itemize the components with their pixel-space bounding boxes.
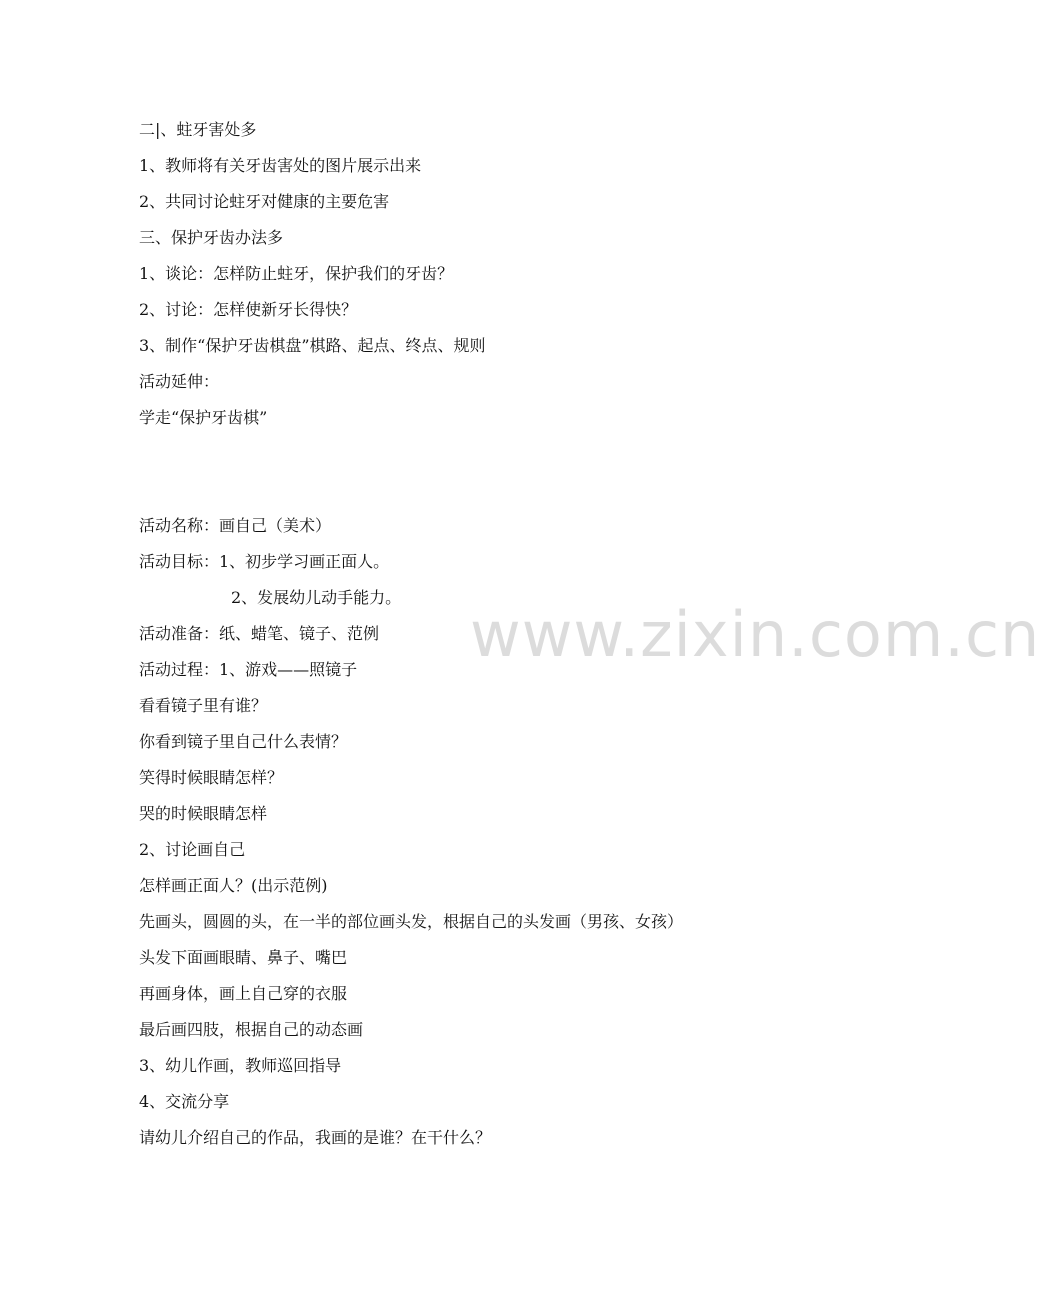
list-item: 先画头，圆圆的头，在一半的部位画头发，根据自己的头发画（男孩、女孩） — [139, 912, 684, 931]
list-item: 怎样画正面人？(出示范例) — [139, 876, 328, 895]
heading-caries-harm: 二|、蛀牙害处多 — [139, 120, 257, 139]
list-item: 请幼儿介绍自己的作品，我画的是谁？在干什么？ — [139, 1128, 492, 1147]
activity-process: 活动过程：1、游戏——照镜子 — [139, 660, 358, 679]
list-item: 1、谈论：怎样防止蛀牙，保护我们的牙齿？ — [139, 264, 454, 283]
list-item: 你看到镜子里自己什么表情？ — [139, 732, 348, 751]
activity-goal-2: 2、发展幼儿动手能力。 — [231, 588, 402, 607]
list-item: 2、讨论画自己 — [139, 840, 246, 859]
list-item: 最后画四肢，根据自己的动态画 — [139, 1020, 364, 1039]
list-item: 看看镜子里有谁？ — [139, 696, 268, 715]
activity-extension-label: 活动延伸： — [139, 372, 220, 391]
list-item: 4、交流分享 — [139, 1092, 230, 1111]
activity-name: 活动名称：画自己（美术） — [139, 516, 332, 535]
list-item: 2、讨论：怎样使新牙长得快？ — [139, 300, 358, 319]
list-item: 笑得时候眼睛怎样？ — [139, 768, 284, 787]
list-item: 3、幼儿作画，教师巡回指导 — [139, 1056, 342, 1075]
list-item: 哭的时候眼睛怎样 — [139, 804, 268, 823]
activity-preparation: 活动准备：纸、蜡笔、镜子、范例 — [139, 624, 380, 643]
list-item: 1、教师将有关牙齿害处的图片展示出来 — [139, 156, 422, 175]
watermark: www.zixin.com.cn — [470, 598, 1040, 671]
list-item: 再画身体，画上自己穿的衣服 — [139, 984, 348, 1003]
list-item: 头发下面画眼睛、鼻子、嘴巴 — [139, 948, 348, 967]
activity-goal-1: 活动目标：1、初步学习画正面人。 — [139, 552, 390, 571]
list-item: 2、共同讨论蛀牙对健康的主要危害 — [139, 192, 390, 211]
list-item: 3、制作“保护牙齿棋盘”棋路、起点、终点、规则 — [139, 336, 486, 355]
activity-extension-text: 学走“保护牙齿棋” — [139, 408, 268, 427]
heading-protect-teeth: 三、保护牙齿办法多 — [139, 228, 284, 247]
